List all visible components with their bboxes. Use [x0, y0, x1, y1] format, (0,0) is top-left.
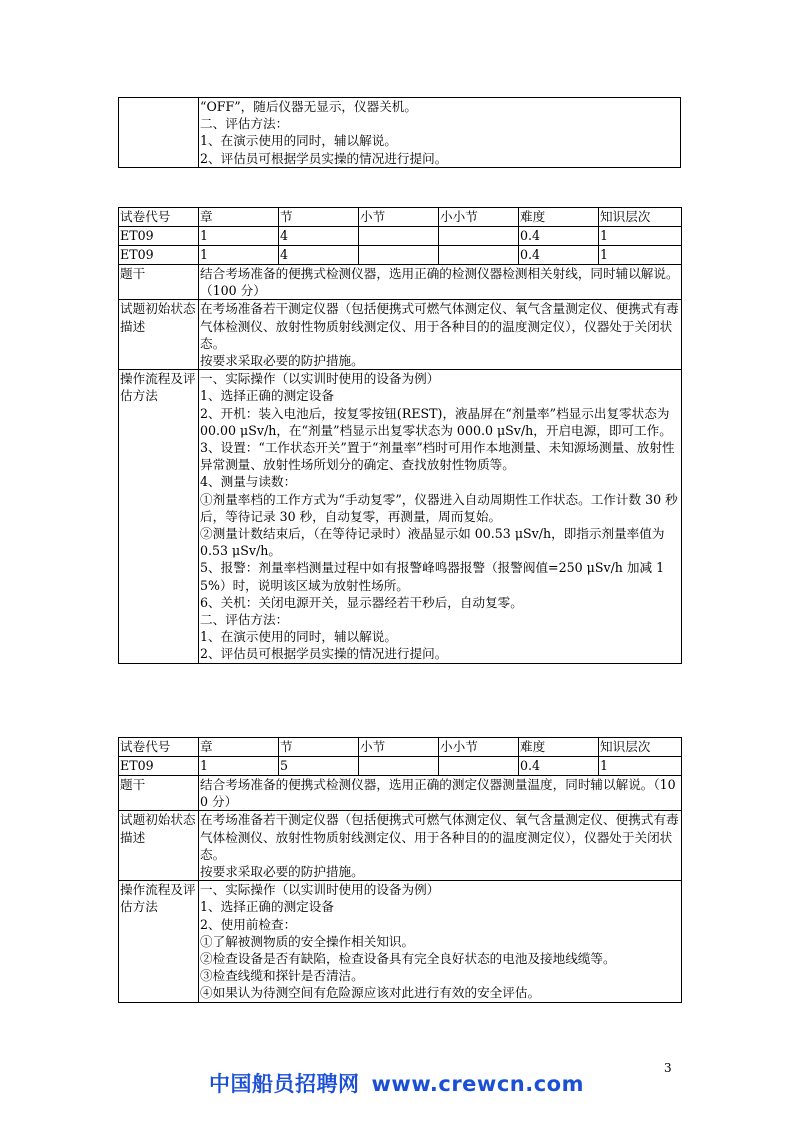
header-sub-subsection: 小小节	[439, 738, 519, 757]
footer-url[interactable]: www.crewcn.com	[371, 1072, 584, 1096]
initial-state-row	[119, 811, 682, 881]
procedure-label: 操作流程及评估方法	[119, 881, 199, 1002]
initial-state-content: 在考场准备若干测定仪器（包括便携式可燃气体测定仪、氧气含量测定仪、便携式有毒气体检测仪、放射性物质射线测定仪、用于各种目的的温度测定仪），仪器处于关闭状态。 按要求采取必要的防护措施。	[199, 300, 682, 370]
procedure-row	[119, 881, 682, 1002]
procedure-label: 操作流程及评估方法	[119, 370, 199, 663]
paper-code-cell: ET09	[119, 757, 199, 776]
header-difficulty: 难度	[519, 208, 599, 227]
procedure-content: “OFF”，随后仪器无显示，仪器关机。 二、评估方法： 1、在演示使用的同时，辅以解说。 2、评估员可根据学员实操的情况进行提问。	[199, 98, 681, 168]
header-subsection: 小节	[359, 208, 439, 227]
question-table-et09-4	[118, 207, 682, 664]
page-number: 3	[664, 1061, 672, 1075]
empty-label-cell	[119, 98, 199, 168]
stem-label: 题干	[119, 776, 199, 811]
footer-watermark	[0, 1072, 793, 1096]
sub-subsection-cell	[439, 757, 519, 776]
footer-brand-name: 中国船员招聘网	[209, 1072, 360, 1096]
section-cell: 4	[279, 246, 359, 265]
header-subsection: 小节	[359, 738, 439, 757]
header-paper-code: 试卷代号	[119, 208, 199, 227]
procedure-content: 一、实际操作（以实训时使用的设备为例） 1、选择正确的测定设备 2、开机：装入电池后，按复零按钮(REST)，液晶屏在“剂量率”档显示出复零状态为 00.00 μSv/h，在“剂量”档显示出复零状态为 000.0 μSv/h，开启电源，即可工作。 3、设置：“工作状态开关”置于“剂量率”档时可用作本地测量、未知源场测量、放射性异常测量、放射性场所划分的确定、查找放射性物质等。 4、测量与读数： ①剂量率档的工作方式为“手动复零”，仪器进入自动周期性工作状态。工作计数 30 秒后，等待记录 30 秒，自动复零，再测量，周而复始。 ②测量计数结束后，（在等待记录时）液晶显示如 00.53 μSv/h，即指示剂量率值为 0.53 μSv/h。 5、报警：剂量率档测量过程中如有报警峰鸣器报警（报警阀值=250 μSv/h 加减 15%）时，说明该区域为放射性场所。 6、关机：关闭电源开关，显示器经若干秒后，自动复零。 二、评估方法： 1、在演示使用的同时，辅以解说。 2、评估员可根据学员实操的情况进行提问。	[199, 370, 682, 663]
section-cell: 5	[279, 757, 359, 776]
header-chapter: 章	[199, 208, 279, 227]
table-row	[119, 246, 682, 265]
stem-content: 结合考场准备的便携式检测仪器，选用正确的检测仪器检测相关射线，同时辅以解说。（100 分）	[199, 265, 682, 300]
difficulty-cell: 0.4	[519, 757, 599, 776]
stem-row	[119, 776, 682, 811]
question-table-et09-5	[118, 737, 682, 1003]
initial-state-row	[119, 300, 682, 370]
header-row	[119, 208, 682, 227]
difficulty-cell: 0.4	[519, 227, 599, 246]
paper-code-cell: ET09	[119, 246, 199, 265]
knowledge-level-cell: 1	[599, 757, 682, 776]
chapter-cell: 1	[199, 246, 279, 265]
header-section: 节	[279, 738, 359, 757]
initial-state-label: 试题初始状态描述	[119, 811, 199, 881]
section-cell: 4	[279, 227, 359, 246]
header-sub-subsection: 小小节	[439, 208, 519, 227]
header-knowledge-level: 知识层次	[599, 208, 682, 227]
procedure-content: 一、实际操作（以实训时使用的设备为例） 1、选择正确的测定设备 2、使用前检查： ①了解被测物质的安全操作相关知识。 ②检查设备是否有缺陷，检查设备具有完全良好状态的电池及接地线缆等。 ③检查线缆和探针是否清洁。 ④如果认为待测空间有危险源应该对此进行有效的安全评估。	[199, 881, 682, 1002]
header-paper-code: 试卷代号	[119, 738, 199, 757]
difficulty-cell: 0.4	[519, 246, 599, 265]
procedure-row	[119, 370, 682, 663]
header-chapter: 章	[199, 738, 279, 757]
header-knowledge-level: 知识层次	[599, 738, 682, 757]
knowledge-level-cell: 1	[599, 246, 682, 265]
table-row	[119, 227, 682, 246]
chapter-cell: 1	[199, 757, 279, 776]
stem-label: 题干	[119, 265, 199, 300]
paper-code-cell: ET09	[119, 227, 199, 246]
knowledge-level-cell: 1	[599, 227, 682, 246]
stem-content: 结合考场准备的便携式检测仪器，选用正确的测定仪器测量温度，同时辅以解说。（100 分）	[199, 776, 682, 811]
stem-row	[119, 265, 682, 300]
table-row	[119, 757, 682, 776]
header-difficulty: 难度	[519, 738, 599, 757]
chapter-cell: 1	[199, 227, 279, 246]
header-row	[119, 738, 682, 757]
initial-state-content: 在考场准备若干测定仪器（包括便携式可燃气体测定仪、氧气含量测定仪、便携式有毒气体检测仪、放射性物质射线测定仪、用于各种目的的温度测定仪），仪器处于关闭状态。 按要求采取必要的防护措施。	[199, 811, 682, 881]
initial-state-label: 试题初始状态描述	[119, 300, 199, 370]
table-row	[119, 98, 681, 168]
header-section: 节	[279, 208, 359, 227]
sub-subsection-cell	[439, 227, 519, 246]
subsection-cell	[359, 227, 439, 246]
subsection-cell	[359, 757, 439, 776]
subsection-cell	[359, 246, 439, 265]
continued-question-table	[118, 97, 681, 168]
sub-subsection-cell	[439, 246, 519, 265]
